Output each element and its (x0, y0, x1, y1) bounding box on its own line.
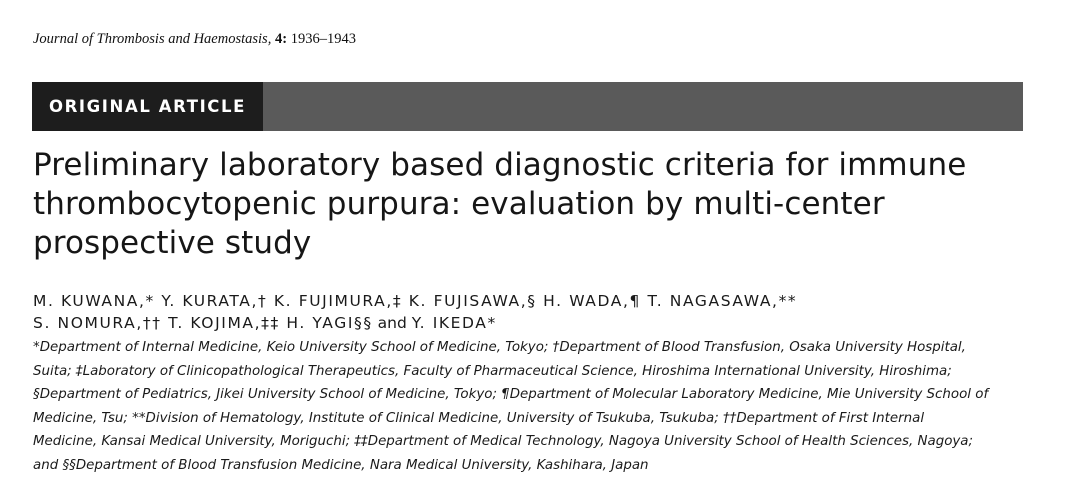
journal-volume: 4 (274, 31, 283, 47)
journal-name: Journal of Thrombosis and Haemostasis (33, 31, 268, 47)
author-line-1: M. KUWANA,* Y. KURATA,† K. FUJIMURA,‡ K. FUJISAWA,§ H. WADA,¶ T. NAGASAWA,** (33, 292, 798, 310)
affiliation-line-1: *Department of Internal Medicine, Keio University School of Medicine, Tokyo; †Department of Blood Transfusion, Osaka University Hospital, (33, 340, 966, 355)
author-line-2-names: S. NOMURA,†† T. KOJIMA,‡‡ H. YAGI§§ (33, 314, 373, 332)
author-line-2 (33, 312, 1043, 334)
affiliation-line-2: Suita; ‡Laboratory of Clinicopathological Therapeutics, Faculty of Pharmaceutical Science, Hiroshima International University, Hiroshima; (33, 363, 952, 379)
journal-colon: : (282, 31, 291, 47)
journal-separator: , (267, 31, 275, 47)
article-title (33, 146, 1033, 263)
article-type-banner (32, 82, 1023, 131)
author-list (33, 290, 1043, 334)
affiliation-line-3: §Department of Pediatrics, Jikei University School of Medicine, Tokyo; ¶Department of Molecular Laboratory Medicine, Mie University School of (33, 387, 989, 403)
affiliations (33, 336, 1033, 478)
journal-citation (33, 31, 356, 48)
title-line-3: prospective study (33, 225, 312, 261)
article-type-label: ORIGINAL ARTICLE (32, 82, 263, 131)
author-last: Y. IKEDA* (411, 314, 497, 332)
journal-pages: 1936–1943 (290, 31, 356, 47)
title-line-2: thrombocytopenic purpura: evaluation by multi-center (33, 186, 885, 222)
affiliation-line-5: Medicine, Kansai Medical University, Moriguchi; ‡‡Department of Medical Technology, Nagoya University School of Health Sciences, Nagoya; (33, 434, 974, 450)
author-and: and (372, 314, 412, 332)
affiliation-line-4: Medicine, Tsu; **Division of Hematology, Institute of Clinical Medicine, University of Tsukuba, Tsukuba; ††Department of First Internal (33, 410, 925, 426)
affiliation-line-6: and §§Department of Blood Transfusion Medicine, Nara Medical University, Kashihara, Japan (33, 457, 649, 473)
title-line-1: Preliminary laboratory based diagnostic criteria for immune (33, 147, 967, 183)
